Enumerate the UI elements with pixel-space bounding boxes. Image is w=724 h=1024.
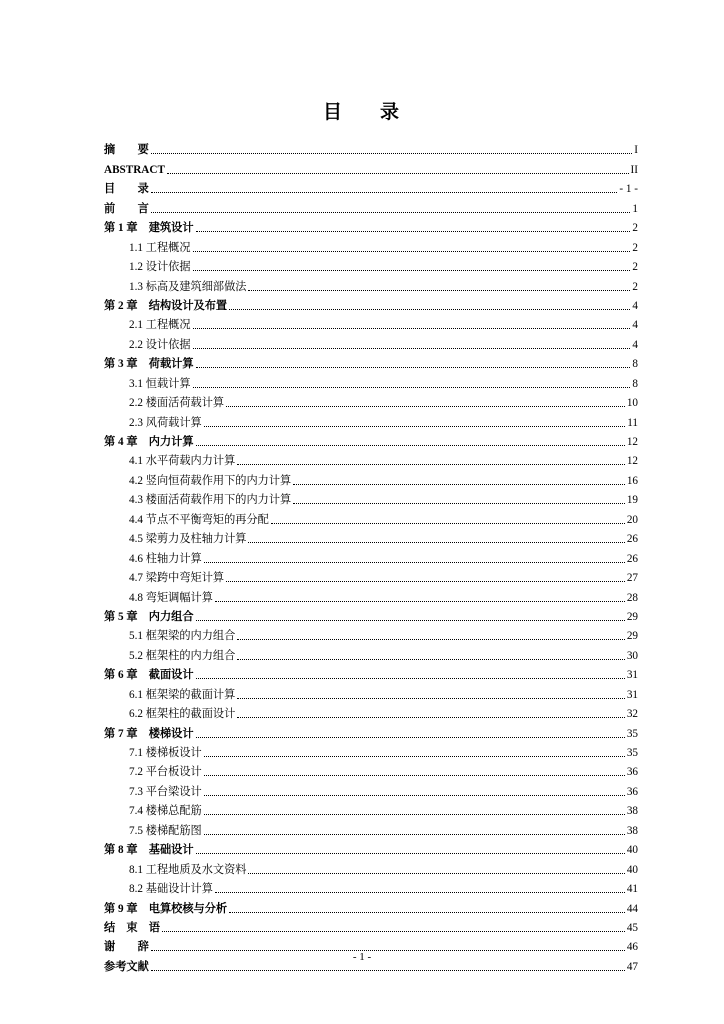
toc-entry-label: 1.1 工程概况 [129,241,191,254]
toc-dot-leader [196,366,631,368]
toc-dot-leader [193,386,631,388]
toc-dot-leader [204,425,625,427]
toc-entry-label: ABSTRACT [104,163,165,176]
toc-section-entry[interactable] [104,255,638,274]
toc-section-entry[interactable] [104,371,638,390]
toc-entry-label: 7.5 楼梯配筋图 [129,824,202,837]
title-char-left: 目 [322,102,344,123]
toc-entry-label: 4.8 弯矩调幅计算 [129,591,213,604]
page-title [0,97,724,124]
toc-section-entry[interactable] [104,857,638,876]
toc-dot-leader [151,191,618,193]
toc-section-entry[interactable] [104,468,638,487]
toc-dot-leader [215,600,625,602]
toc-dot-leader [193,250,631,252]
toc-entry-page-number: 11 [627,416,638,429]
toc-section-entry[interactable] [104,313,638,332]
toc-chapter-entry[interactable] [104,838,638,857]
toc-dot-leader [248,289,630,291]
toc-entry-page-number: 10 [626,397,638,410]
toc-entry-page-number: 40 [626,863,638,876]
toc-entry-page-number: 36 [626,785,638,798]
toc-dot-leader [204,813,625,815]
toc-dot-leader [196,230,631,232]
toc-section-entry[interactable] [104,760,638,779]
toc-entry-page-number: 8 [632,358,638,371]
toc-entry-label: 前 言 [104,202,149,215]
toc-section-entry[interactable] [104,507,638,526]
toc-entry-page-number: 19 [626,494,638,507]
toc-dot-leader [237,638,625,640]
toc-entry-label: 2.2 设计依据 [129,338,191,351]
toc-chapter-entry[interactable] [104,663,638,682]
toc-dot-leader [204,794,625,796]
toc-entry-label: 第 6 章 截面设计 [104,669,194,682]
toc-chapter-entry[interactable] [104,352,638,371]
toc-entry-page-number: 41 [626,883,638,896]
toc-entry-page-number: I [634,144,638,157]
toc-entry-label: 7.4 楼梯总配筋 [129,805,202,818]
toc-section-entry[interactable] [104,799,638,818]
toc-entry-page-number: 32 [626,708,638,721]
toc-entry-page-number: 28 [626,591,638,604]
toc-section-entry[interactable] [104,741,638,760]
toc-entry-label: 4.1 水平荷载内力计算 [129,455,236,468]
toc-entry-label: 第 9 章 电算校核与分析 [104,902,228,915]
toc-chapter-entry[interactable] [104,216,638,235]
toc-entry-label: 7.3 平台梁设计 [129,785,202,798]
toc-entry-label: 第 3 章 荷载计算 [104,358,194,371]
toc-entry-page-number: 45 [626,921,638,934]
toc-entry-page-number: 4 [632,319,638,332]
toc-entry-label: 7.1 楼梯板设计 [129,747,202,759]
toc-entry-page-number: 36 [626,766,638,779]
toc-dot-leader [193,327,631,329]
toc-entry-label: 1.3 标高及建筑细部做法 [129,280,247,293]
toc-entry-label: 5.1 框架梁的内力组合 [129,630,236,643]
toc-entry-page-number: 35 [626,747,638,759]
toc-entry-label: 7.2 平台板设计 [129,766,202,779]
toc-chapter-entry[interactable] [104,896,638,915]
toc-entry-page-number: 29 [626,630,638,643]
toc-section-entry[interactable] [104,527,638,546]
toc-section-entry[interactable] [104,546,638,565]
toc-entry-label: 参考文献 [104,960,149,973]
toc-section-entry[interactable] [104,391,638,410]
toc-chapter-entry[interactable] [104,196,638,215]
toc-entry-page-number: 1 [632,202,638,215]
toc-dot-leader [237,697,625,699]
toc-entry-page-number: 4 [632,338,638,351]
toc-entry-page-number: 26 [626,533,638,546]
toc-dot-leader [196,852,625,854]
toc-chapter-entry[interactable] [104,430,638,449]
toc-entry-page-number: 31 [626,669,638,682]
toc-entry-label: 目 录 [104,183,149,196]
toc-section-entry[interactable] [104,818,638,837]
toc-entry-page-number: 8 [632,377,638,390]
toc-dot-leader [196,736,625,738]
toc-entry-page-number: 47 [626,960,638,973]
toc-entry-page-number: 27 [626,572,638,585]
toc-chapter-entry[interactable] [104,138,638,157]
toc-entry-label: 4.2 竖向恒荷载作用下的内力计算 [129,474,292,487]
toc-section-entry[interactable] [104,643,638,662]
toc-entry-label: 谢 辞 [104,941,149,954]
toc-entry-page-number: 29 [626,610,638,623]
toc-entry-page-number: II [630,163,638,176]
toc-dot-leader [229,308,630,310]
toc-section-entry[interactable] [104,585,638,604]
toc-dot-leader [248,872,624,874]
toc-dot-leader [229,911,625,913]
toc-entry-label: 摘 要 [104,144,149,157]
toc-section-entry[interactable] [104,235,638,254]
toc-dot-leader [196,444,625,446]
toc-dot-leader [215,891,625,893]
toc-section-entry[interactable] [104,624,638,643]
toc-entry-label: 2.2 楼面活荷载计算 [129,397,225,410]
toc-section-entry[interactable] [104,702,638,721]
toc-section-entry[interactable] [104,410,638,429]
toc-entry-label: 2.1 工程概况 [129,319,191,332]
toc-section-entry[interactable] [104,877,638,896]
toc-dot-leader [193,269,631,271]
toc-entry-label: 第 2 章 结构设计及布置 [104,299,228,312]
toc-dot-leader [204,833,625,835]
toc-dot-leader [193,347,631,349]
toc-entry-page-number: 38 [626,805,638,818]
title-char-right: 录 [380,102,402,123]
toc-section-entry[interactable] [104,332,638,351]
toc-dot-leader [151,969,625,971]
toc-entry-label: 第 4 章 内力计算 [104,436,194,448]
toc-entry-label: 6.1 框架梁的截面计算 [129,688,236,701]
toc-dot-leader [196,619,625,621]
toc-dot-leader [293,502,625,504]
toc-entry-label: 第 5 章 内力组合 [104,610,194,623]
toc-dot-leader [237,658,625,660]
toc-dot-leader [204,774,625,776]
toc-entry-page-number: 46 [626,941,638,954]
table-of-contents [104,138,638,974]
toc-entry-label: 结 束 语 [104,921,160,934]
toc-entry-page-number: 38 [626,824,638,837]
toc-entry-page-number: 44 [626,902,638,915]
toc-section-entry[interactable] [104,274,638,293]
toc-chapter-entry[interactable] [104,916,638,935]
toc-dot-leader [151,152,633,154]
toc-entry-page-number: 4 [632,299,638,312]
toc-dot-leader [204,561,625,563]
toc-dot-leader [204,755,625,757]
toc-dot-leader [248,541,624,543]
toc-entry-label: 3.1 恒载计算 [129,377,191,390]
toc-entry-label: 4.7 梁跨中弯矩计算 [129,572,225,585]
toc-section-entry[interactable] [104,449,638,468]
toc-entry-label: 2.3 风荷载计算 [129,416,202,429]
toc-entry-label: 8.2 基础设计计算 [129,883,213,896]
page-footer-number: - 1 - [352,951,372,963]
toc-entry-page-number: 12 [626,436,638,448]
toc-dot-leader [293,483,625,485]
toc-dot-leader [226,580,625,582]
toc-dot-leader [151,211,631,213]
toc-entry-page-number: 26 [626,552,638,565]
toc-chapter-entry[interactable] [104,157,638,176]
toc-entry-page-number: 31 [626,688,638,701]
toc-entry-label: 4.5 梁剪力及柱轴力计算 [129,533,247,546]
toc-entry-label: 6.2 框架柱的截面设计 [129,708,236,721]
toc-chapter-entry[interactable] [104,294,638,313]
toc-entry-label: 第 7 章 楼梯设计 [104,727,194,740]
toc-dot-leader [226,405,625,407]
toc-entry-label: 4.3 楼面活荷载作用下的内力计算 [129,494,292,507]
toc-dot-leader [162,930,625,932]
toc-chapter-entry[interactable] [104,177,638,196]
toc-entry-label: 第 1 章 建筑设计 [104,222,194,235]
toc-dot-leader [196,677,625,679]
toc-entry-page-number: 2 [632,241,638,254]
toc-chapter-entry[interactable] [104,605,638,624]
toc-entry-page-number: - 1 - [619,183,638,196]
toc-entry-label: 4.6 柱轴力计算 [129,552,202,565]
toc-entry-label: 5.2 框架柱的内力组合 [129,649,236,662]
toc-entry-page-number: 35 [626,727,638,740]
toc-entry-page-number: 12 [626,455,638,468]
toc-chapter-entry[interactable] [104,721,638,740]
toc-entry-page-number: 16 [626,474,638,487]
toc-entry-page-number: 2 [632,261,638,274]
toc-dot-leader [271,522,625,524]
toc-entry-label: 4.4 节点不平衡弯矩的再分配 [129,513,269,526]
toc-section-entry[interactable] [104,682,638,701]
toc-entry-page-number: 20 [626,513,638,526]
toc-section-entry[interactable] [104,566,638,585]
toc-dot-leader [237,463,625,465]
toc-entry-page-number: 2 [632,280,638,293]
toc-entry-page-number: 30 [626,649,638,662]
toc-entry-label: 8.1 工程地质及水文资料 [129,863,247,876]
toc-dot-leader [237,716,625,718]
toc-entry-label: 1.2 设计依据 [129,261,191,274]
toc-entry-label: 第 8 章 基础设计 [104,844,194,857]
toc-dot-leader [167,172,629,174]
toc-entry-page-number: 2 [632,222,638,235]
toc-entry-page-number: 40 [626,844,638,857]
toc-section-entry[interactable] [104,488,638,507]
toc-section-entry[interactable] [104,779,638,798]
